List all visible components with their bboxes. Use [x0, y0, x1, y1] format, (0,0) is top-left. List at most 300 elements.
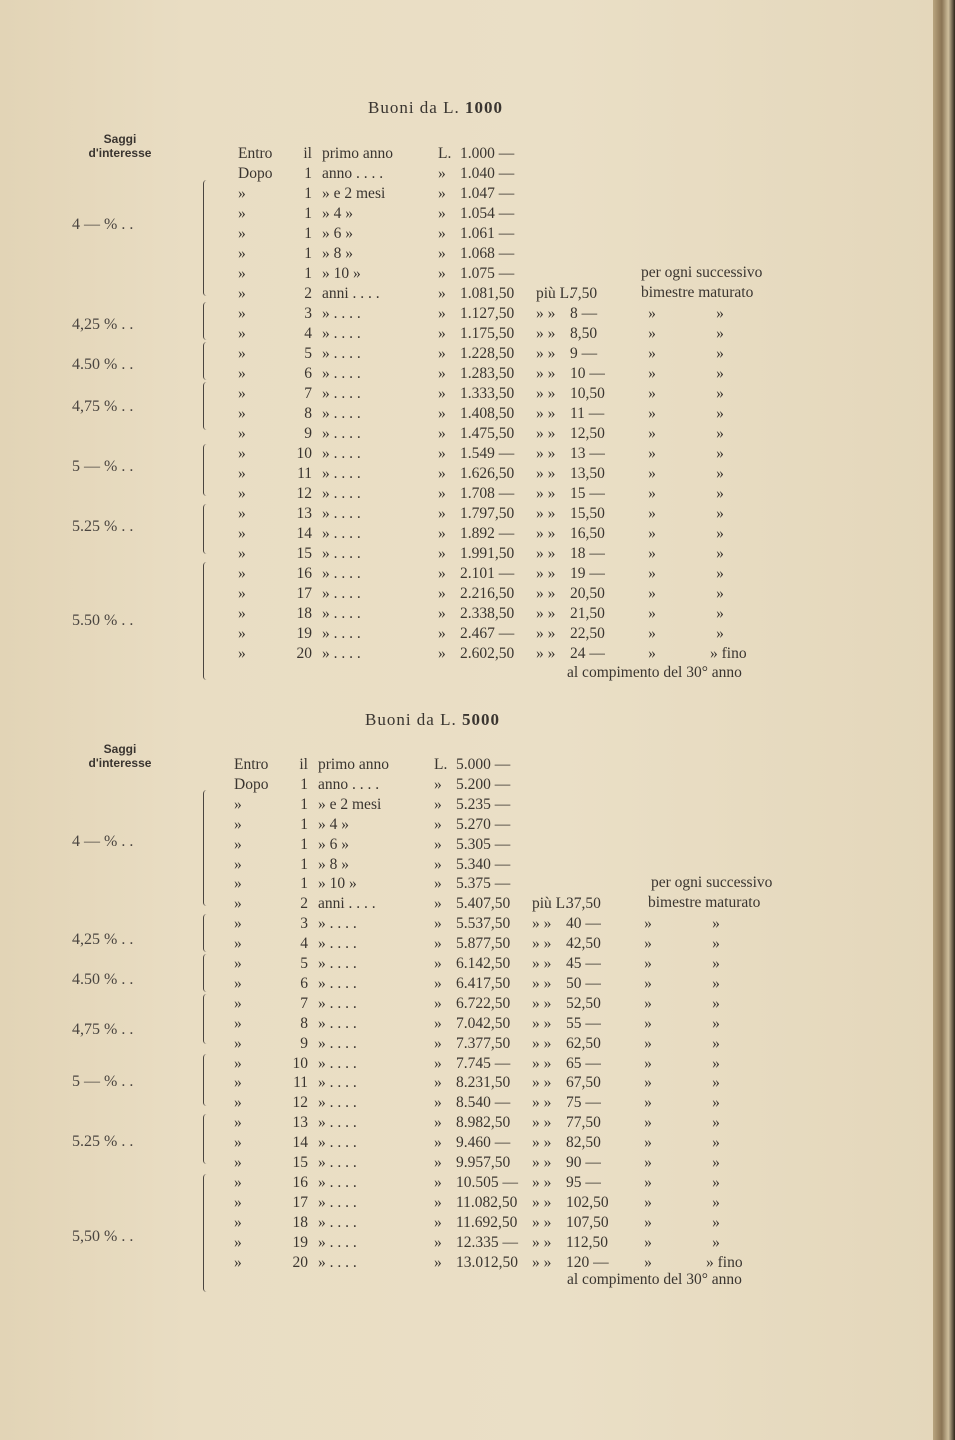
brace-mark — [203, 444, 210, 496]
cell-c5: 1.040 — — [460, 165, 515, 182]
cell-c2: 1 — [304, 265, 312, 282]
cell-c3: » . . . . — [318, 1213, 357, 1231]
table-row — [238, 624, 838, 644]
cell-c1: Dopo — [238, 165, 273, 182]
cell-c5: 2.602,50 — [460, 645, 515, 662]
cell-c1: » — [238, 365, 246, 382]
cell-c1: » — [238, 305, 246, 322]
cell-c2: 20 — [296, 645, 312, 662]
table-row — [234, 1093, 834, 1113]
cell-c6: » » — [532, 935, 552, 953]
brace-mark — [203, 504, 210, 554]
per-ogni-note-line1: per ogni successivo — [651, 874, 773, 891]
cell-c3: » . . . . — [318, 1233, 357, 1251]
cell-c6: » » — [536, 365, 556, 382]
cell-c1: » — [234, 835, 242, 853]
cell-c9: » — [716, 365, 724, 382]
cell-c9: » — [716, 505, 724, 522]
table-row — [234, 934, 834, 954]
cell-c9: » — [712, 1014, 720, 1032]
cell-c1: » — [238, 525, 246, 542]
cell-c5: 1.991,50 — [460, 545, 515, 562]
cell-c9: » — [712, 1054, 720, 1072]
cell-c3: » . . . . — [322, 625, 361, 642]
cell-c4: » — [434, 1114, 442, 1132]
cell-c7: 45 — — [566, 955, 601, 972]
cell-c8: » — [648, 405, 656, 422]
cell-c1: Entro — [238, 145, 273, 162]
cell-c7: 112,50 — [566, 1233, 609, 1251]
cell-c6: » » — [536, 425, 556, 442]
table-row — [234, 1253, 834, 1273]
cell-c1: » — [238, 425, 246, 442]
table-row — [234, 755, 834, 775]
cell-c1: » — [238, 585, 246, 602]
cell-c8: » — [648, 545, 656, 562]
cell-c6: » » — [536, 305, 556, 322]
cell-c7: 10,50 — [570, 385, 605, 402]
cell-c6: » » — [532, 974, 552, 992]
cell-c6: » » — [532, 915, 552, 933]
cell-c1: » — [234, 855, 242, 873]
cell-c2: 5 — [304, 345, 312, 362]
table-row — [234, 1113, 834, 1133]
cell-c5: 7.042,50 — [456, 1014, 511, 1032]
cell-c5: 1.549 — — [460, 445, 515, 462]
cell-c7: 21,50 — [570, 605, 605, 622]
cell-c8: » — [648, 305, 656, 322]
cell-c6: » » — [532, 1034, 552, 1052]
cell-c7: 13 — — [570, 445, 605, 462]
cell-c1: » — [238, 605, 246, 622]
cell-c6: » » — [536, 485, 556, 502]
cell-c2: 18 — [296, 605, 312, 622]
cell-c3: » . . . . — [322, 445, 361, 462]
table-row — [238, 144, 838, 164]
cell-c4: » — [434, 935, 442, 953]
cell-c2: 14 — [292, 1134, 308, 1152]
cell-c1: » — [234, 1014, 242, 1032]
cell-c7: 90 — — [566, 1154, 601, 1171]
cell-c2: 13 — [292, 1114, 308, 1132]
cell-c5: 1.626,50 — [460, 465, 515, 482]
section-title-5000 — [365, 710, 500, 730]
table-row — [234, 1034, 834, 1054]
cell-c3: » . . . . — [322, 425, 361, 442]
cell-c8: » — [648, 505, 656, 522]
cell-c4: L. — [434, 756, 448, 773]
cell-c8: » — [644, 1134, 652, 1152]
cell-c3: anno . . . . — [322, 165, 384, 182]
cell-c5: 9.957,50 — [456, 1154, 511, 1171]
cell-c4: » — [438, 305, 446, 322]
cell-c9: » fino — [706, 1253, 743, 1271]
cell-c8: » — [648, 605, 656, 622]
cell-c4: » — [438, 405, 446, 422]
table-row — [234, 994, 834, 1014]
cell-c6: » » — [536, 385, 556, 402]
cell-c4: » — [438, 465, 446, 482]
cell-c7: 55 — — [566, 1014, 601, 1032]
cell-c2: 11 — [293, 1074, 308, 1092]
cell-c9: » — [716, 385, 724, 402]
cell-c4: » — [434, 815, 442, 833]
cell-c1: » — [238, 505, 246, 522]
cell-c9: » — [716, 485, 724, 502]
cell-c2: 4 — [304, 325, 312, 342]
cell-c4: » — [438, 245, 446, 262]
table-row — [238, 544, 838, 564]
cell-c2: 19 — [292, 1233, 308, 1251]
cell-c4: » — [438, 565, 446, 582]
cell-c3: » 6 » — [318, 835, 349, 853]
title-amount: 1000 — [465, 98, 503, 117]
cell-c3: » . . . . — [318, 1034, 357, 1052]
cell-c2: 19 — [296, 625, 312, 642]
cell-c4: » — [438, 365, 446, 382]
footer-note: al compimento del 30° anno — [567, 1271, 742, 1288]
cell-c7: 8 — — [570, 305, 598, 322]
cell-c3: » e 2 mesi — [318, 795, 382, 813]
brace-mark — [203, 1054, 210, 1106]
cell-c7: 102,50 — [566, 1193, 609, 1211]
table-row — [238, 584, 838, 604]
cell-c3: » . . . . — [318, 1054, 357, 1072]
cell-c7: 7,50 — [570, 285, 598, 302]
cell-c6: » » — [536, 545, 556, 562]
cell-c2: 1 — [304, 225, 312, 242]
cell-c4: » — [434, 1233, 442, 1251]
cell-c1: » — [234, 1253, 242, 1271]
cell-c2: 7 — [300, 994, 308, 1012]
table-row — [238, 344, 838, 364]
cell-c5: 1.068 — — [460, 245, 515, 262]
cell-c7: 22,50 — [570, 625, 605, 642]
cell-c2: 13 — [296, 505, 312, 522]
cell-c9: » — [712, 1114, 720, 1132]
cell-c9: » — [712, 1074, 720, 1092]
cell-c7: 19 — — [570, 565, 605, 582]
cell-c8: » — [644, 1074, 652, 1092]
cell-c8: » — [648, 645, 656, 662]
saggi-heading: Saggi d'interesse — [88, 132, 152, 160]
cell-c3: » . . . . — [318, 1074, 357, 1092]
cell-c4: » — [434, 1193, 442, 1211]
cell-c3: » 8 » — [322, 245, 353, 262]
table-row — [238, 204, 838, 224]
cell-c7: 95 — — [566, 1173, 601, 1191]
cell-c2: 7 — [304, 385, 312, 402]
cell-c2: 11 — [297, 465, 312, 482]
cell-c5: 8.540 — — [456, 1094, 511, 1112]
cell-c3: anni . . . . — [318, 895, 376, 913]
cell-c3: » . . . . — [322, 385, 361, 402]
cell-c9: » — [716, 445, 724, 462]
cell-c6: » » — [536, 445, 556, 462]
cell-c5: 7.745 — — [456, 1054, 511, 1072]
rate-label: 5 — % . . — [72, 458, 134, 475]
cell-c3: » . . . . — [322, 365, 361, 382]
cell-c9: » — [716, 405, 724, 422]
cell-c2: 14 — [296, 525, 312, 542]
cell-c7: 24 — — [570, 645, 605, 662]
table-row — [238, 224, 838, 244]
cell-c4: » — [438, 265, 446, 282]
cell-c4: L. — [438, 145, 452, 162]
cell-c3: » . . . . — [322, 605, 361, 622]
cell-c3: » . . . . — [322, 485, 361, 502]
table-row — [238, 444, 838, 464]
per-ogni-note-line1: per ogni successivo — [641, 264, 763, 281]
cell-c2: 15 — [292, 1154, 308, 1171]
cell-c2: 1 — [304, 165, 312, 182]
table-row — [234, 1054, 834, 1074]
table-row — [238, 524, 838, 544]
cell-c4: » — [434, 895, 442, 913]
cell-c8: » — [644, 1173, 652, 1191]
cell-c1: » — [234, 974, 242, 992]
table-row — [234, 974, 834, 994]
cell-c2: 6 — [304, 365, 312, 382]
cell-c8: » — [648, 565, 656, 582]
cell-c3: » . . . . — [318, 1193, 357, 1211]
cell-c8: » — [644, 1154, 652, 1171]
cell-c4: » — [438, 185, 446, 202]
brace-mark — [203, 994, 210, 1044]
cell-c9: » — [712, 1213, 720, 1231]
cell-c1: » — [238, 345, 246, 362]
table-row — [238, 464, 838, 484]
cell-c6: » » — [532, 1114, 552, 1132]
table-row — [234, 815, 834, 835]
cell-c9: » — [716, 325, 724, 342]
cell-c7: 77,50 — [566, 1114, 601, 1132]
cell-c4: » — [438, 205, 446, 222]
cell-c1: » — [238, 445, 246, 462]
cell-c4: » — [434, 855, 442, 873]
cell-c9: » — [712, 1154, 720, 1171]
cell-c7: 12,50 — [570, 425, 605, 442]
cell-c3: » . . . . — [322, 305, 361, 322]
cell-c7: 10 — — [570, 365, 605, 382]
cell-c6: » » — [536, 565, 556, 582]
cell-c4: » — [438, 425, 446, 442]
cell-c7: 82,50 — [566, 1134, 601, 1152]
cell-c1: » — [238, 385, 246, 402]
per-ogni-note-line2: bimestre maturato — [648, 894, 761, 911]
cell-c8: » — [644, 1253, 652, 1271]
cell-c3: » . . . . — [318, 1253, 357, 1271]
cell-c9: » — [716, 305, 724, 322]
cell-c2: 2 — [304, 285, 312, 302]
cell-c1: » — [234, 1074, 242, 1092]
cell-c4: » — [434, 955, 442, 972]
cell-c5: 2.467 — — [460, 625, 515, 642]
cell-c7: 37,50 — [566, 895, 601, 913]
cell-c1: » — [234, 915, 242, 933]
cell-c4: » — [438, 625, 446, 642]
rate-label: 4.50 % . . — [72, 971, 134, 988]
cell-c8: » — [644, 1094, 652, 1112]
rate-label: 4,25 % . . — [72, 316, 134, 333]
cell-c2: 3 — [304, 305, 312, 322]
table-row — [234, 1153, 834, 1173]
cell-c9: » — [716, 465, 724, 482]
cell-c6: » » — [532, 1193, 552, 1211]
cell-c5: 5.340 — — [456, 855, 511, 873]
cell-c5: 8.982,50 — [456, 1114, 511, 1132]
cell-c9: » — [716, 345, 724, 362]
cell-c9: » — [712, 974, 720, 992]
table-row — [238, 404, 838, 424]
cell-c5: 1.175,50 — [460, 325, 515, 342]
cell-c2: 1 — [300, 875, 308, 893]
cell-c4: » — [434, 1054, 442, 1072]
cell-c3: » . . . . — [318, 974, 357, 992]
cell-c7: 13,50 — [570, 465, 605, 482]
cell-c5: 1.081,50 — [460, 285, 515, 302]
cell-c3: » . . . . — [322, 585, 361, 602]
cell-c2: 1 — [300, 815, 308, 833]
rate-label: 4 — % . . — [72, 216, 134, 233]
cell-c1: » — [234, 1154, 242, 1171]
section-title-1000 — [368, 98, 503, 118]
cell-c2: 5 — [300, 955, 308, 972]
brace-mark — [203, 562, 210, 680]
cell-c9: » — [712, 1094, 720, 1112]
cell-c1: » — [234, 1134, 242, 1152]
cell-c5: 6.722,50 — [456, 994, 511, 1012]
cell-c8: » — [644, 974, 652, 992]
cell-c5: 1.127,50 — [460, 305, 515, 322]
cell-c4: » — [434, 1253, 442, 1271]
cell-c6: » » — [532, 1054, 552, 1072]
cell-c2: 1 — [304, 205, 312, 222]
cell-c5: 1.047 — — [460, 185, 515, 202]
cell-c2: 1 — [300, 835, 308, 853]
cell-c2: 17 — [296, 585, 312, 602]
cell-c2: 8 — [300, 1014, 308, 1032]
cell-c3: » 10 » — [322, 265, 361, 282]
cell-c4: » — [438, 545, 446, 562]
cell-c6: » » — [532, 1134, 552, 1152]
cell-c8: » — [644, 1114, 652, 1132]
cell-c2: il — [299, 756, 308, 773]
cell-c8: » — [644, 915, 652, 933]
cell-c5: 11.692,50 — [456, 1213, 518, 1231]
cell-c1: » — [234, 1233, 242, 1251]
cell-c5: 5.305 — — [456, 835, 511, 853]
cell-c8: » — [648, 445, 656, 462]
cell-c1: » — [234, 815, 242, 833]
cell-c6: » » — [536, 405, 556, 422]
rate-label: 4 — % . . — [72, 833, 134, 850]
cell-c7: 52,50 — [566, 994, 601, 1012]
cell-c7: 18 — — [570, 545, 605, 562]
cell-c4: » — [434, 775, 442, 793]
cell-c8: » — [644, 1193, 652, 1211]
table-row — [234, 1213, 834, 1233]
cell-c1: » — [234, 795, 242, 813]
cell-c5: 8.231,50 — [456, 1074, 511, 1092]
cell-c6: più L. — [536, 285, 574, 302]
cell-c5: 1.333,50 — [460, 385, 515, 402]
cell-c6: » » — [536, 345, 556, 362]
cell-c1: » — [234, 994, 242, 1012]
cell-c6: » » — [536, 625, 556, 642]
table-row — [234, 914, 834, 934]
cell-c4: » — [434, 1154, 442, 1171]
cell-c4: » — [434, 974, 442, 992]
cell-c7: 107,50 — [566, 1213, 609, 1231]
cell-c8: » — [648, 465, 656, 482]
brace-mark — [203, 1114, 210, 1164]
rate-label: 5.25 % . . — [72, 1133, 134, 1150]
cell-c3: » 4 » — [318, 815, 349, 833]
cell-c6: » » — [532, 994, 552, 1012]
cell-c1: » — [234, 1114, 242, 1132]
cell-c5: 6.142,50 — [456, 955, 511, 972]
cell-c3: anni . . . . — [322, 285, 380, 302]
cell-c2: 12 — [296, 485, 312, 502]
cell-c3: » . . . . — [318, 1114, 357, 1132]
table-row — [238, 164, 838, 184]
rate-label: 4,75 % . . — [72, 1021, 134, 1038]
brace-mark — [203, 790, 210, 906]
cell-c5: 5.537,50 — [456, 915, 511, 933]
cell-c1: » — [238, 645, 246, 662]
table-row — [234, 1173, 834, 1193]
cell-c3: » . . . . — [318, 935, 357, 953]
cell-c7: 16,50 — [570, 525, 605, 542]
table-row — [234, 954, 834, 974]
cell-c5: 5.200 — — [456, 775, 511, 793]
cell-c2: 16 — [296, 565, 312, 582]
cell-c5: 7.377,50 — [456, 1034, 511, 1052]
cell-c9: » — [712, 994, 720, 1012]
book-edge — [933, 0, 955, 1440]
cell-c4: » — [438, 585, 446, 602]
cell-c6: » » — [536, 605, 556, 622]
table-row — [238, 384, 838, 404]
table-row — [238, 504, 838, 524]
cell-c8: » — [644, 935, 652, 953]
cell-c3: » 4 » — [322, 205, 353, 222]
table-row — [238, 304, 838, 324]
cell-c5: 1.892 — — [460, 525, 515, 542]
cell-c4: » — [434, 835, 442, 853]
cell-c9: » — [716, 425, 724, 442]
cell-c4: » — [434, 1014, 442, 1032]
cell-c3: » . . . . — [318, 1094, 357, 1112]
table-row — [234, 795, 834, 815]
cell-c7: 20,50 — [570, 585, 605, 602]
brace-mark — [203, 180, 210, 296]
cell-c5: 5.270 — — [456, 815, 511, 833]
cell-c7: 120 — — [566, 1253, 609, 1271]
cell-c3: » . . . . — [318, 1014, 357, 1032]
cell-c5: 1.283,50 — [460, 365, 515, 382]
cell-c4: » — [438, 285, 446, 302]
cell-c3: » . . . . — [322, 545, 361, 562]
cell-c4: » — [434, 875, 442, 893]
brace-mark — [203, 954, 210, 992]
cell-c6: » » — [536, 525, 556, 542]
cell-c7: 67,50 — [566, 1074, 601, 1092]
cell-c4: » — [438, 165, 446, 182]
rate-label: 4,25 % . . — [72, 931, 134, 948]
cell-c2: 2 — [300, 895, 308, 913]
